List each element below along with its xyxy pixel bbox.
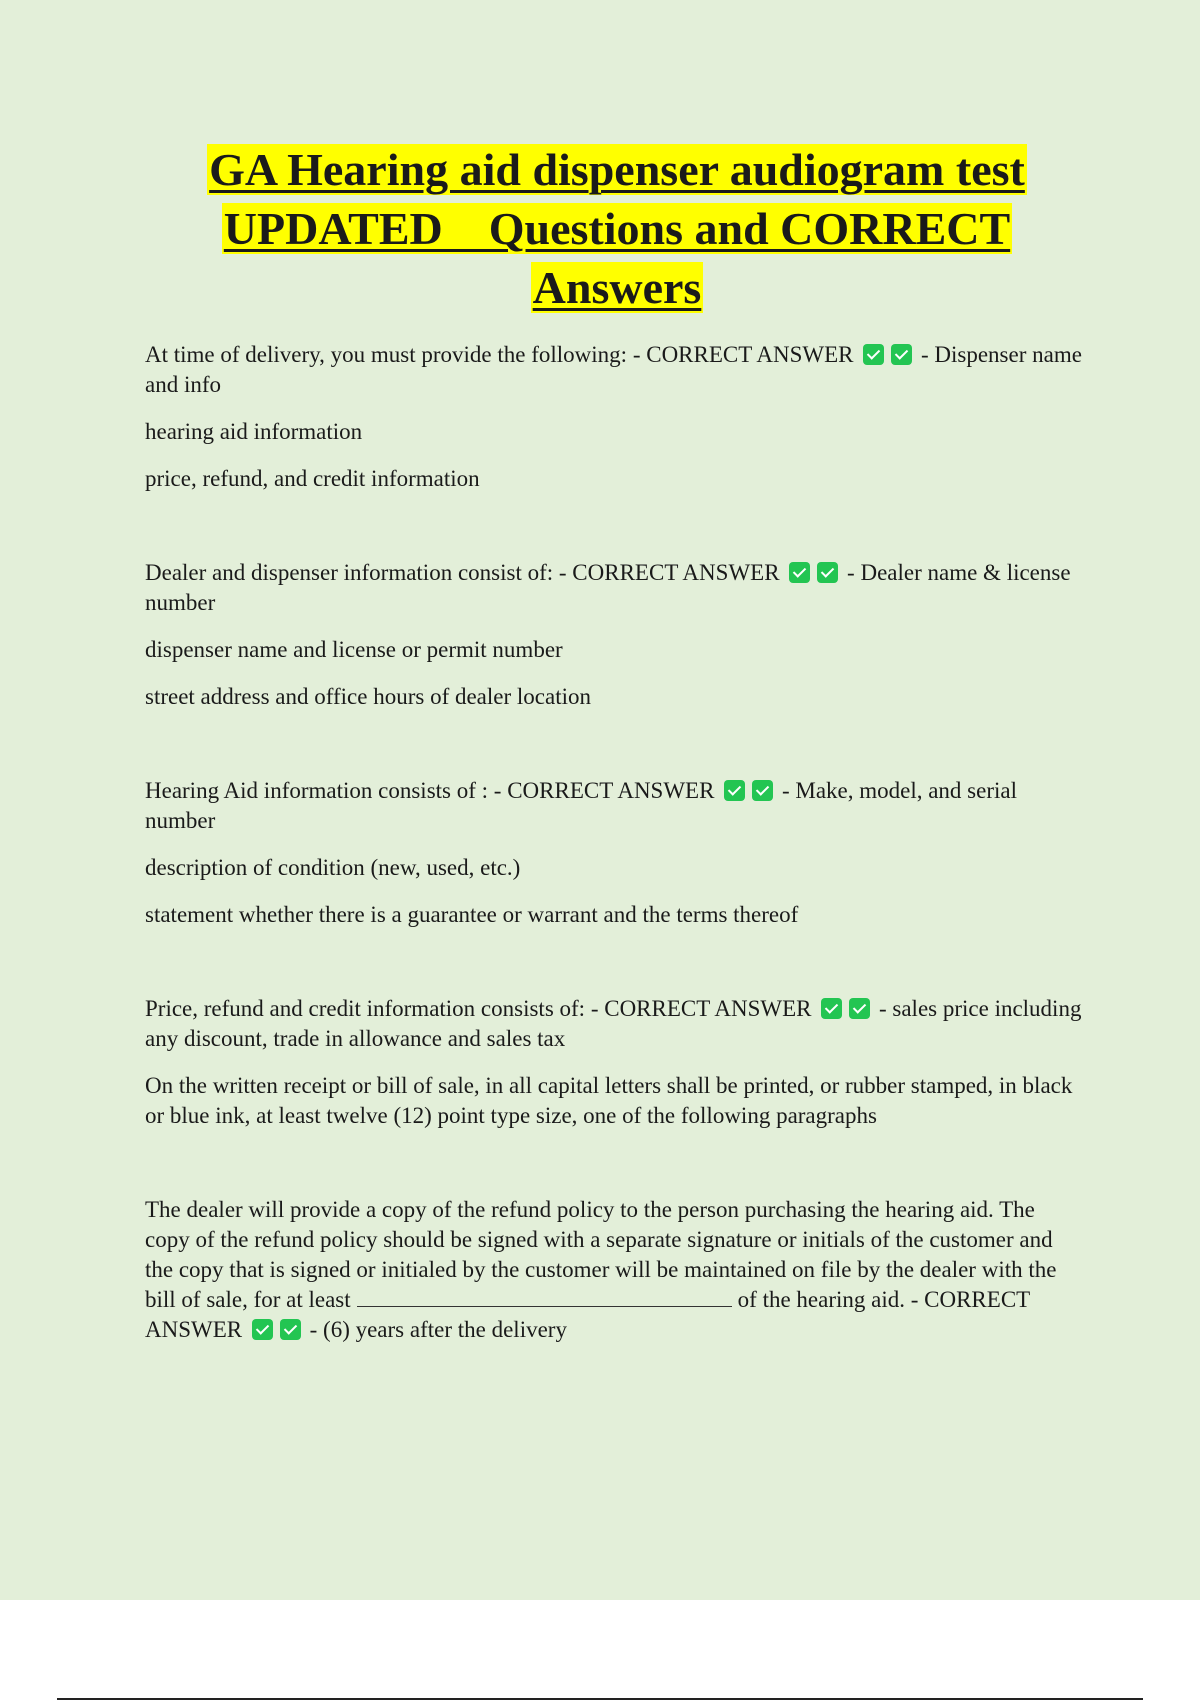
answer-line: hearing aid information [145,419,363,444]
question-4 [145,994,1085,1054]
question-5 [145,1195,1085,1345]
check-box-icon [891,344,912,365]
fill-in-blank [357,1305,732,1307]
check-box-icon [817,562,838,583]
question-1-answer: - Dispenser name and info [145,342,1082,397]
question-5-text: The dealer will provide a copy of the refund policy to the person purchasing the hearing aid. The copy of the refund policy should be signed with a separate signature or initials of the customer and the copy that is signed or initialed by the customer will be maintained on file by the dealer with the bill of sale, for at least [145,1197,1057,1312]
check-box-icon [280,1319,301,1340]
answer-line: street address and office hours of dealer location [145,684,591,709]
check-box-icon [752,780,773,801]
question-3-text: Hearing Aid information consists of : - CORRECT ANSWER [145,778,715,803]
answer-line: statement whether there is a guarantee or warrant and the terms thereof [145,902,799,927]
title-line-2: UPDATED Questions and CORRECT [223,203,1011,254]
check-box-icon [849,998,870,1019]
title-line-3: Answers [532,262,702,313]
check-box-icon [863,344,884,365]
question-2 [145,558,1085,618]
qa-content [145,340,1085,1345]
question-5-answer: - (6) years after the delivery [309,1317,567,1342]
question-2-text: Dealer and dispenser information consist of: - CORRECT ANSWER [145,560,780,585]
question-1 [145,340,1085,400]
title-line-1: GA Hearing aid dispenser audiogram test [209,144,1025,195]
answer-paragraph: On the written receipt or bill of sale, in all capital letters shall be printed, or rubber stamped, in black or blue ink, at least twelve (12) point type size, one of the following paragraphs [145,1073,1073,1128]
question-4-text: Price, refund and credit information consists of: - CORRECT ANSWER [145,996,812,1021]
check-box-icon [252,1319,273,1340]
question-3 [145,776,1085,836]
page-title [160,140,1074,317]
check-box-icon [724,780,745,801]
question-1-text: At time of delivery, you must provide the following: - CORRECT ANSWER [145,342,854,367]
check-box-icon [789,562,810,583]
question-5-tail: of the hearing aid. - CORRECT ANSWER [145,1287,1030,1342]
answer-line: price, refund, and credit information [145,466,480,491]
answer-line: description of condition (new, used, etc.) [145,855,521,880]
question-4-answer: - sales price including any discount, trade in allowance and sales tax [145,996,1082,1051]
question-3-answer: - Make, model, and serial number [145,778,1017,833]
check-box-icon [821,998,842,1019]
question-2-answer: - Dealer name & license number [145,560,1071,615]
answer-line: dispenser name and license or permit number [145,637,563,662]
